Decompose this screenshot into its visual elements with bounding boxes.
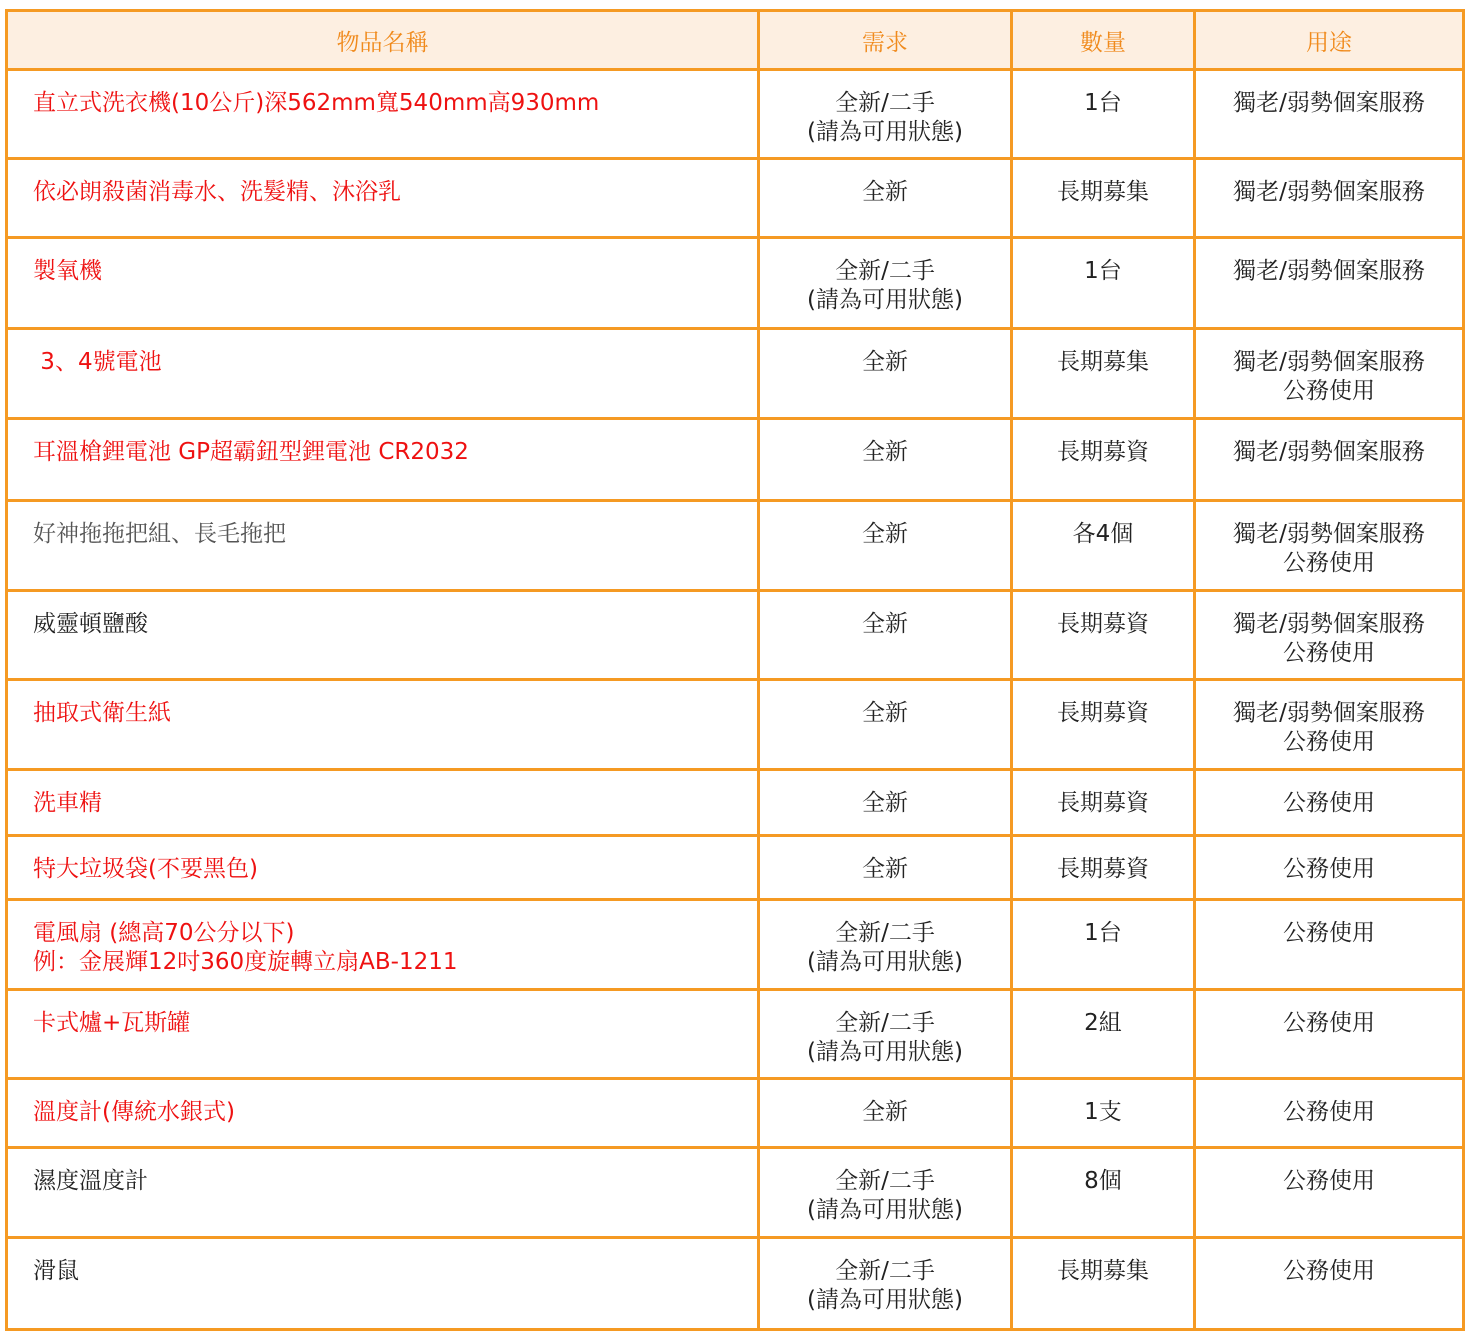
cell-text-line: 獨老/弱勢個案服務 (1233, 258, 1425, 284)
table-row (7, 238, 1464, 329)
table-row (7, 501, 1464, 591)
item-name-cell (7, 591, 759, 680)
cell-text-line: 公務使用 (1283, 729, 1375, 755)
cell-text-line: 獨老/弱勢個案服務 (1233, 439, 1425, 465)
usage-cell (1195, 770, 1464, 836)
usage-cell (1195, 1238, 1464, 1330)
item-name-cell (7, 70, 759, 159)
cell-text-line: (請為可用狀態) (807, 1197, 963, 1223)
cell-text-line: 公務使用 (1283, 1099, 1375, 1125)
item-name-cell (7, 836, 759, 900)
header-item-name: 物品名稱 (7, 11, 759, 70)
condition-cell (759, 329, 1012, 419)
cell-text-line: 獨老/弱勢個案服務 (1233, 349, 1425, 375)
cell-text-line: (請為可用狀態) (807, 1287, 963, 1313)
header-quantity: 數量 (1012, 11, 1195, 70)
usage-cell (1195, 990, 1464, 1079)
cell-text-line: 全新/二手 (835, 1010, 935, 1036)
condition-cell (759, 680, 1012, 770)
condition-cell (759, 836, 1012, 900)
quantity-cell: 1支 (1012, 1079, 1195, 1148)
condition-cell (759, 1079, 1012, 1148)
cell-text-line: 全新/二手 (835, 90, 935, 116)
cell-text-line: 滑鼠 (33, 1258, 79, 1284)
item-name-cell (7, 419, 759, 501)
item-name-cell (7, 900, 759, 990)
table-row (7, 159, 1464, 238)
table-row (7, 1148, 1464, 1238)
cell-text-line: 公務使用 (1283, 378, 1375, 404)
cell-text-line: 直立式洗衣機(10公斤)深562mm寬540mm高930mm (33, 90, 600, 116)
cell-text-line: (請為可用狀態) (807, 1039, 963, 1065)
condition-cell (759, 238, 1012, 329)
quantity-cell: 長期募資 (1012, 419, 1195, 501)
condition-cell (759, 159, 1012, 238)
cell-text-line: 獨老/弱勢個案服務 (1233, 90, 1425, 116)
cell-text-line: 濕度溫度計 (33, 1168, 148, 1194)
cell-text-line: 公務使用 (1283, 920, 1375, 946)
cell-text-line: 全新 (862, 1099, 908, 1125)
cell-text-line: 全新 (862, 790, 908, 816)
item-name-cell (7, 1238, 759, 1330)
cell-text-line: 3、4號電池 (33, 349, 162, 375)
table-row (7, 1079, 1464, 1148)
usage-cell (1195, 159, 1464, 238)
quantity-cell: 1台 (1012, 238, 1195, 329)
header-condition: 需求 (759, 11, 1012, 70)
quantity-cell: 1台 (1012, 900, 1195, 990)
cell-text-line: 公務使用 (1283, 550, 1375, 576)
item-name-cell (7, 501, 759, 591)
cell-text-line: 獨老/弱勢個案服務 (1233, 521, 1425, 547)
cell-text-line: 全新 (862, 349, 908, 375)
cell-text-line: 全新 (862, 179, 908, 205)
cell-text-line: 全新/二手 (835, 1258, 935, 1284)
usage-cell (1195, 329, 1464, 419)
cell-text-line: 特大垃圾袋(不要黑色) (33, 856, 258, 882)
cell-text-line: 溫度計(傳統水銀式) (33, 1099, 235, 1125)
cell-text-line: 公務使用 (1283, 790, 1375, 816)
usage-cell (1195, 1148, 1464, 1238)
condition-cell (759, 900, 1012, 990)
cell-text-line: 公務使用 (1283, 1010, 1375, 1036)
table-row (7, 900, 1464, 990)
quantity-cell: 長期募資 (1012, 836, 1195, 900)
condition-cell (759, 70, 1012, 159)
cell-text-line: 全新 (862, 611, 908, 637)
cell-text-line: 獨老/弱勢個案服務 (1233, 611, 1425, 637)
quantity-cell: 長期募集 (1012, 159, 1195, 238)
item-name-cell (7, 159, 759, 238)
cell-text-line: 好神拖拖把組、長毛拖把 (33, 521, 286, 547)
condition-cell (759, 990, 1012, 1079)
cell-text-line: 獨老/弱勢個案服務 (1233, 179, 1425, 205)
condition-cell (759, 419, 1012, 501)
condition-cell (759, 591, 1012, 680)
cell-text-line: 依必朗殺菌消毒水、洗髮精、沐浴乳 (33, 179, 401, 205)
table-row (7, 770, 1464, 836)
condition-cell (759, 1148, 1012, 1238)
item-name-cell (7, 1079, 759, 1148)
cell-text-line: 耳溫槍鋰電池 GP超霸鈕型鋰電池 CR2032 (33, 439, 469, 465)
cell-text-line: 卡式爐+瓦斯罐 (33, 1010, 191, 1036)
donation-needs-table-wrapper (5, 9, 1465, 1331)
header-usage: 用途 (1195, 11, 1464, 70)
cell-text-line: 獨老/弱勢個案服務 (1233, 700, 1425, 726)
usage-cell (1195, 238, 1464, 329)
usage-cell (1195, 70, 1464, 159)
usage-cell (1195, 591, 1464, 680)
condition-cell (759, 1238, 1012, 1330)
cell-text-line: 洗車精 (33, 790, 102, 816)
condition-cell (759, 770, 1012, 836)
cell-text-line: 全新 (862, 521, 908, 547)
usage-cell (1195, 501, 1464, 591)
item-name-cell (7, 1148, 759, 1238)
donation-needs-table (5, 9, 1465, 1331)
quantity-cell: 長期募資 (1012, 680, 1195, 770)
table-row (7, 591, 1464, 680)
quantity-cell: 長期募集 (1012, 1238, 1195, 1330)
table-row (7, 1238, 1464, 1330)
usage-cell (1195, 836, 1464, 900)
quantity-cell: 1台 (1012, 70, 1195, 159)
quantity-cell: 長期募資 (1012, 591, 1195, 680)
cell-text-line: 全新/二手 (835, 258, 935, 284)
table-row (7, 70, 1464, 159)
quantity-cell: 8個 (1012, 1148, 1195, 1238)
item-name-cell (7, 238, 759, 329)
condition-cell (759, 501, 1012, 591)
usage-cell (1195, 680, 1464, 770)
cell-text-line: (請為可用狀態) (807, 949, 963, 975)
quantity-cell: 長期募集 (1012, 329, 1195, 419)
cell-text-line: 電風扇 (總高70公分以下) (33, 920, 295, 946)
cell-text-line: 威靈頓鹽酸 (33, 611, 148, 637)
table-row (7, 680, 1464, 770)
cell-text-line: 全新 (862, 856, 908, 882)
quantity-cell: 各4個 (1012, 501, 1195, 591)
cell-text-line: 製氧機 (33, 258, 102, 284)
quantity-cell: 長期募資 (1012, 770, 1195, 836)
cell-text-line: 例：金展輝12吋360度旋轉立扇AB-1211 (33, 949, 458, 975)
cell-text-line: 全新/二手 (835, 1168, 935, 1194)
item-name-cell (7, 990, 759, 1079)
table-row (7, 990, 1464, 1079)
cell-text-line: 抽取式衛生紙 (33, 700, 171, 726)
cell-text-line: (請為可用狀態) (807, 119, 963, 145)
cell-text-line: 全新/二手 (835, 920, 935, 946)
cell-text-line: 公務使用 (1283, 1258, 1375, 1284)
usage-cell (1195, 419, 1464, 501)
usage-cell (1195, 900, 1464, 990)
cell-text-line: 公務使用 (1283, 640, 1375, 666)
quantity-cell: 2組 (1012, 990, 1195, 1079)
item-name-cell (7, 770, 759, 836)
item-name-cell (7, 329, 759, 419)
table-row (7, 329, 1464, 419)
table-row (7, 419, 1464, 501)
table-row (7, 836, 1464, 900)
cell-text-line: 公務使用 (1283, 856, 1375, 882)
cell-text-line: 公務使用 (1283, 1168, 1375, 1194)
cell-text-line: (請為可用狀態) (807, 287, 963, 313)
item-name-cell (7, 680, 759, 770)
cell-text-line: 全新 (862, 439, 908, 465)
cell-text-line: 全新 (862, 700, 908, 726)
usage-cell (1195, 1079, 1464, 1148)
table-header-row (7, 11, 1464, 70)
